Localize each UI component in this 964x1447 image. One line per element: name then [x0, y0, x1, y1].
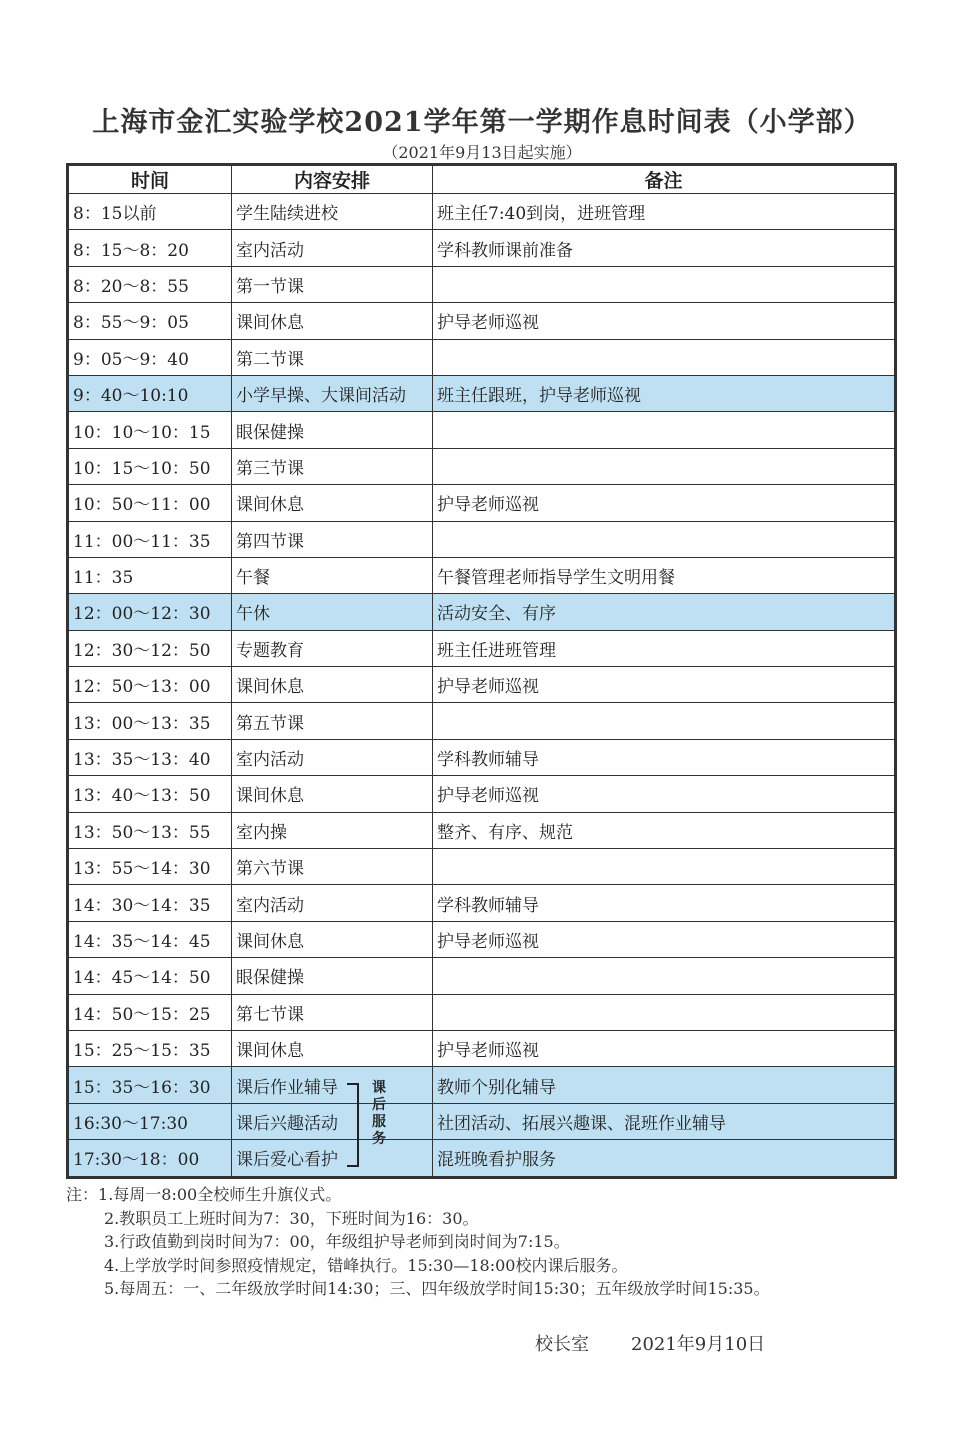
cell-content: 第七节课	[232, 994, 433, 1030]
cell-time: 12：00～12：30	[68, 594, 232, 630]
note-item: 2.教职员工上班时间为7：30，下班时间为16：30。	[104, 1208, 479, 1228]
issuer: 校长室	[535, 1334, 589, 1355]
cell-content: 课间休息	[232, 667, 433, 703]
table-row	[68, 375, 896, 411]
cell-content: 学生陆续进校	[232, 194, 433, 230]
table-row	[68, 885, 896, 921]
cell-content: 课后爱心看护	[232, 1140, 433, 1177]
cell-note: 护导老师巡视	[433, 667, 896, 703]
cell-note: 班主任进班管理	[433, 630, 896, 666]
cell-content: 第六节课	[232, 849, 433, 885]
cell-note: 班主任7:40到岗，进班管理	[433, 194, 896, 230]
schedule-table	[66, 163, 897, 1179]
notes-section	[66, 1183, 770, 1301]
cell-time: 13：50～13：55	[68, 812, 232, 848]
cell-time: 13：55～14：30	[68, 849, 232, 885]
header-note: 备注	[433, 165, 896, 194]
table-row	[68, 921, 896, 957]
cell-time: 10：50～11：00	[68, 485, 232, 521]
cell-note: 活动安全、有序	[433, 594, 896, 630]
cell-note: 整齐、有序、规范	[433, 812, 896, 848]
cell-time: 11：00～11：35	[68, 521, 232, 557]
cell-time: 8：20～8：55	[68, 266, 232, 302]
header-content: 内容安排	[232, 165, 433, 194]
cell-time: 9：05～9：40	[68, 339, 232, 375]
cell-time: 13：00～13：35	[68, 703, 232, 739]
cell-content: 午休	[232, 594, 433, 630]
table-header-row	[68, 165, 896, 194]
table-row	[68, 230, 896, 266]
table-row	[68, 303, 896, 339]
table-row	[68, 594, 896, 630]
cell-note	[433, 994, 896, 1030]
note-item: 1.每周一8:00全校师生升旗仪式。	[98, 1185, 342, 1204]
cell-time: 11：35	[68, 557, 232, 593]
table-row	[68, 667, 896, 703]
cell-note: 混班晚看护服务	[433, 1140, 896, 1177]
cell-content: 小学早操、大课间活动	[232, 375, 433, 411]
cell-content: 室内活动	[232, 230, 433, 266]
table-row	[68, 630, 896, 666]
page-subtitle: （2021年9月13日起实施）	[382, 143, 582, 162]
cell-note: 护导老师巡视	[433, 485, 896, 521]
table-row	[68, 266, 896, 302]
cell-content: 课间休息	[232, 776, 433, 812]
cell-content: 室内操	[232, 812, 433, 848]
cell-content: 室内活动	[232, 885, 433, 921]
cell-note: 学科教师辅导	[433, 885, 896, 921]
cell-note	[433, 521, 896, 557]
cell-note	[433, 958, 896, 994]
cell-time: 12：30～12：50	[68, 630, 232, 666]
cell-content: 课后兴趣活动	[232, 1103, 433, 1139]
table-row	[68, 339, 896, 375]
table-row	[68, 958, 896, 994]
signature	[535, 1330, 765, 1356]
cell-content: 专题教育	[232, 630, 433, 666]
cell-time: 14：45～14：50	[68, 958, 232, 994]
cell-note: 护导老师巡视	[433, 776, 896, 812]
cell-time: 14：50～15：25	[68, 994, 232, 1030]
cell-note: 教师个别化辅导	[433, 1067, 896, 1103]
cell-content: 课间休息	[232, 303, 433, 339]
cell-time: 16:30～17:30	[68, 1103, 232, 1139]
cell-time: 8：15以前	[68, 194, 232, 230]
cell-time: 13：35～13：40	[68, 739, 232, 775]
cell-time: 14：30～14：35	[68, 885, 232, 921]
cell-content: 第一节课	[232, 266, 433, 302]
cell-note: 学科教师课前准备	[433, 230, 896, 266]
cell-note: 护导老师巡视	[433, 921, 896, 957]
cell-note	[433, 448, 896, 484]
cell-content: 第二节课	[232, 339, 433, 375]
table-row	[68, 412, 896, 448]
cell-note: 护导老师巡视	[433, 303, 896, 339]
table-row	[68, 485, 896, 521]
cell-time: 8：55～9：05	[68, 303, 232, 339]
table-row	[68, 849, 896, 885]
cell-time: 13：40～13：50	[68, 776, 232, 812]
table-row	[68, 521, 896, 557]
cell-time: 8：15～8：20	[68, 230, 232, 266]
cell-time: 10：10～10：15	[68, 412, 232, 448]
cell-content: 第三节课	[232, 448, 433, 484]
note-item: 5.每周五：一、二年级放学时间14:30；三、四年级放学时间15:30；五年级放学时间15:35。	[104, 1279, 770, 1298]
cell-content: 眼保健操	[232, 958, 433, 994]
cell-note: 社团活动、拓展兴趣课、混班作业辅导	[433, 1103, 896, 1139]
cell-content: 午餐	[232, 557, 433, 593]
table-row	[68, 1103, 896, 1139]
note-item: 3.行政值勤到岗时间为7：00，年级组护导老师到岗时间为7:15。	[104, 1232, 570, 1251]
page-title: 上海市金汇实验学校2021学年第一学期作息时间表（小学部）	[92, 107, 872, 138]
cell-time: 14：35～14：45	[68, 921, 232, 957]
table-row	[68, 776, 896, 812]
after-school-service-label: 课 后 服 务	[372, 1080, 386, 1147]
cell-time: 9：40～10:10	[68, 375, 232, 411]
cell-note: 护导老师巡视	[433, 1030, 896, 1066]
cell-note	[433, 412, 896, 448]
cell-content: 课间休息	[232, 485, 433, 521]
table-row	[68, 1140, 896, 1177]
cell-note: 学科教师辅导	[433, 739, 896, 775]
cell-content: 课间休息	[232, 921, 433, 957]
cell-content: 室内活动	[232, 739, 433, 775]
cell-note: 午餐管理老师指导学生文明用餐	[433, 557, 896, 593]
table-row	[68, 739, 896, 775]
cell-content: 第四节课	[232, 521, 433, 557]
after-school-bracket	[347, 1083, 359, 1167]
cell-time: 12：50～13：00	[68, 667, 232, 703]
table-row	[68, 448, 896, 484]
cell-time: 15：35～16：30	[68, 1067, 232, 1103]
cell-note	[433, 266, 896, 302]
notes-prefix: 注：	[66, 1185, 99, 1204]
cell-note	[433, 339, 896, 375]
cell-note: 班主任跟班，护导老师巡视	[433, 375, 896, 411]
table-row	[68, 194, 896, 230]
cell-time: 17:30～18：00	[68, 1140, 232, 1177]
table-row	[68, 1067, 896, 1103]
cell-content: 课间休息	[232, 1030, 433, 1066]
header-time: 时间	[68, 165, 232, 194]
cell-content: 第五节课	[232, 703, 433, 739]
issue-date: 2021年9月10日	[631, 1334, 766, 1355]
table-row	[68, 557, 896, 593]
table-row	[68, 1030, 896, 1066]
cell-note	[433, 703, 896, 739]
cell-time: 10：15～10：50	[68, 448, 232, 484]
table-row	[68, 994, 896, 1030]
cell-content: 课后作业辅导	[232, 1067, 433, 1103]
cell-content: 眼保健操	[232, 412, 433, 448]
note-item: 4.上学放学时间参照疫情规定，错峰执行。15:30—18:00校内课后服务。	[104, 1255, 628, 1275]
cell-note	[433, 849, 896, 885]
table-row	[68, 703, 896, 739]
cell-time: 15：25～15：35	[68, 1030, 232, 1066]
table-row	[68, 812, 896, 848]
